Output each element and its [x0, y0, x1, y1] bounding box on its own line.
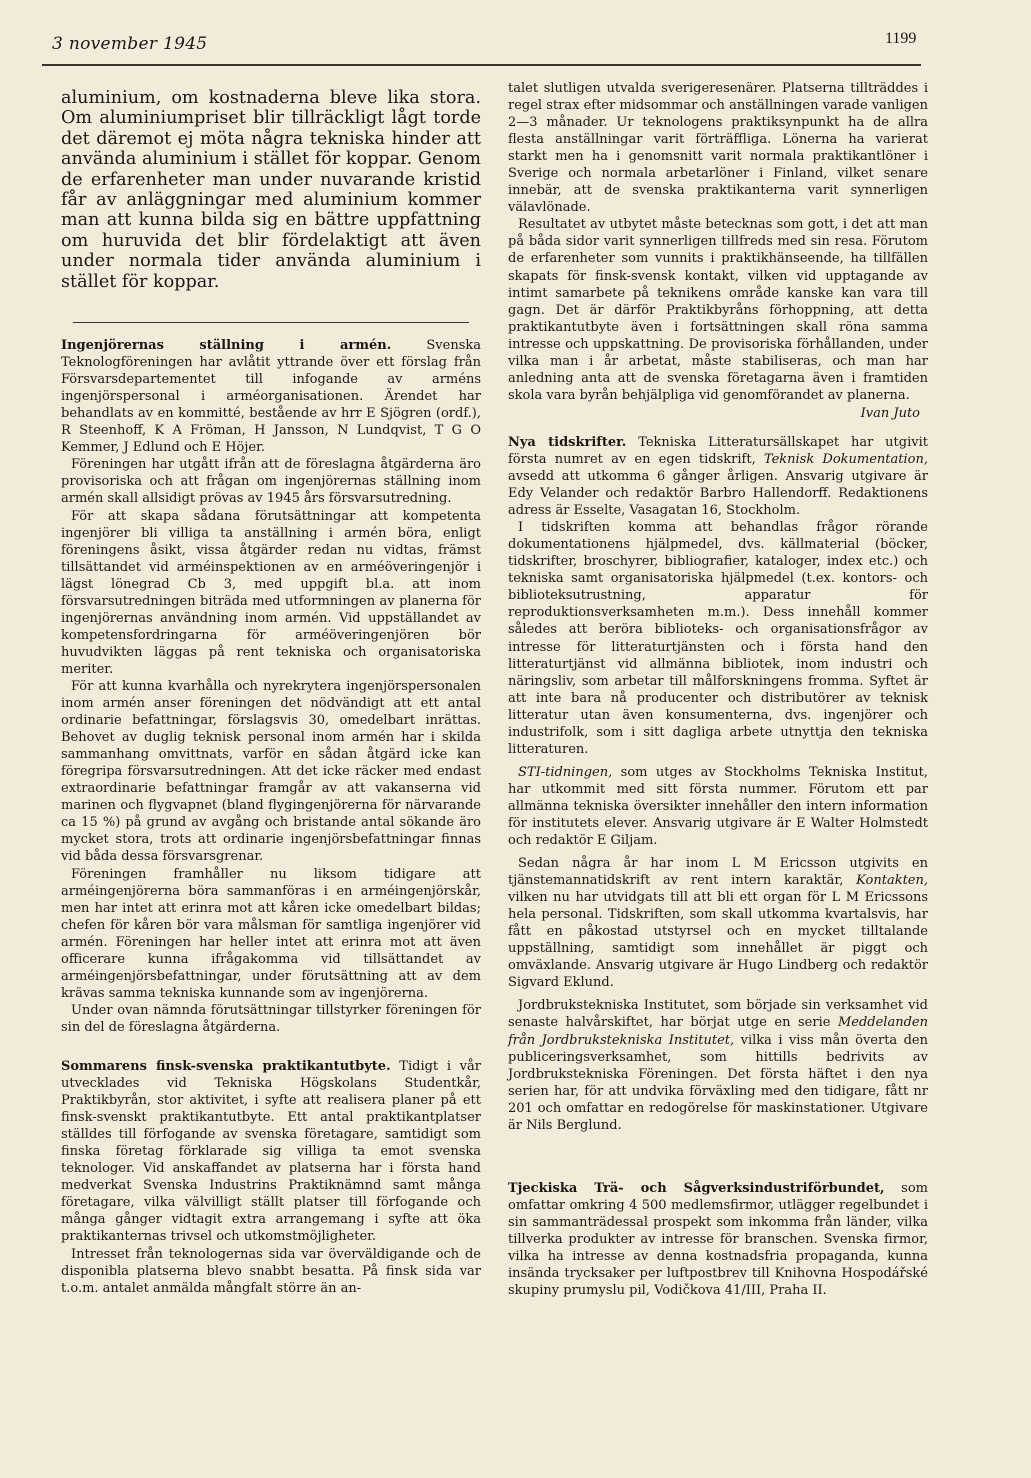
exchange-paragraph-2: Intresset från teknologernas sida var överväldigande och de disponibla platserna blevo snabbt besatta. På finsk sida var t.o.m. antalet anmälda mångfalt större än an- — [61, 1246, 481, 1296]
journal-title-meddelanden: Meddelanden från Jordbrukstekniska Institutet, — [508, 1015, 928, 1048]
army-engineers-heading: Ingenjörernas ställning i armén. — [61, 338, 392, 354]
army-paragraph-3: För att skapa sådana förutsättningar att kompetenta ingenjörer bli villiga ta anställning i armén böra, enligt föreningens åsikt, vissa åtgärder redan nu vidtas, främst tillsättandet vid arméinspektionen av en arméöveringenjör i lägst lönegrad Cb 3, med uppgift bl.a. att inom försvarsutredningen biträda med utformningen av planerna för ingenjörernas användning inom armén. Vid uppställandet av kompetensfordringarna för arméöveringenjören bör huvudvikten läggas på rent tekniska och organisatoriska meriter. — [61, 508, 481, 677]
issue-date: 3 november 1945 — [52, 34, 208, 54]
journals-paragraph-5b: vilka i viss mån överta den publiceringsverksamhet, som hittills bedrivits av Jordbrukstekniska Föreningen. Det första häftet i den nya serien har, för att undvika förväxling med den tidigare, fått nr 201 och omfattar en redogörelse för maskinstationer. Utgivare är Nils Berglund. — [508, 1032, 928, 1133]
army-paragraph-1: Svenska Teknologföreningen har avlåtit yttrande över ett förslag från Försvarsdepartementet till infogande av arméns ingenjörspersonal i arméorganisationen. Ärendet har behandlats av en kommitté, bestående av hrr E Sjögren (ordf.), R Steenhoff, K A Fröman, H Jansson, N Lundqvist, T G O Kemmer, J Edlund och E Höjer. — [61, 338, 481, 456]
exchange-paragraph-1: Tidigt i vår utvecklades vid Tekniska Högskolans Studentkår, Praktikbyrån, stor aktivitet, i syfte att realisera planer på ett finsk-svenskt praktikantutbyte. Ett antal praktikantplatser ställdes till förfogande av svenska företagare, samtidigt som finska företag förklarade sig villiga ta emot svenska teknologer. Vid anskaffandet av platserna har i första hand medverkat Svenska Industrins Praktiknämnd samt många företagare, vilka välvilligt ställt platser till förfogande och många gånger vidtagit extra arrangemang i syfte att öka praktikanternas trivsel och utkomstmöjligheter. — [61, 1058, 481, 1245]
author-signature: Ivan Juto — [860, 405, 920, 421]
right-column — [508, 80, 928, 1299]
page-number: 1199 — [885, 30, 917, 47]
journals-paragraph-4a: Sedan några år har inom L M Ericsson utgivits en tjänstemannatidskrift av rent intern karaktär, — [508, 856, 928, 889]
journals-paragraph-3: som utges av Stockholms Tekniska Institut, har utkommit med sitt första nummer. Förutom ett par allmänna tekniska översikter innehåller den intern information för institutets elever. Ansvarig utgivare är E Walter Holmstedt och redaktör E Giljam. — [508, 764, 928, 849]
journal-title-sti: STI-tidningen, — [518, 764, 613, 780]
new-journals-heading: Nya tidskrifter. — [508, 434, 627, 450]
exchange-paragraph-3: talet slutligen utvalda sverigeresenärer. Platserna tillträddes i regel strax efter midsommar och anställningen varade vanligen 2—3 månader. Ur teknologens praktiksynpunkt ha de allra flesta anställningar varit förträffliga. Lönerna ha varierat starkt men ha i genomsnitt varit normala praktikantlöner i Sverige och normala arbetarlöner i Finland, vilket senare innebär, att de svenska praktikanterna varit synnerligen välavlönade. — [508, 81, 928, 216]
running-header — [42, 30, 921, 66]
aluminium-article-ending: aluminium, om kostnaderna bleve lika stora. Om aluminiumpriset blir tillräckligt lågt torde det däremot ej möta några tekniska hinder att använda aluminium i stället för koppar. Genom de erfarenheter man under nuvarande kristid får av anläggningar med aluminium kommer man att kunna bilda sig en bättre uppfattning om huruvida det blir fördelaktigt att även under normala tider använda aluminium i stället för koppar. — [61, 88, 481, 292]
journal-title-teknisk-dokumentation: Teknisk Dokumentation, — [763, 451, 928, 467]
exchange-paragraph-4: Resultatet av utbytet måste betecknas som gott, i det att man på båda sidor varit synnerligen tillfreds med sin resa. Förutom de erfarenheter som vunnits i praktikhänseende, ha tillfällen skapats för finsk-svensk kontakt, vilken vid upptagande av intimt samarbete på teknikens område kanske kan vara till gagn. Det är därför Praktikbyråns förhoppning, att detta praktikantutbyte även i fortsättningen skall röna samma intresse och uppskattning. De provisoriska förhållanden, under vilka man i år arbetat, måste stabiliseras, och man har anledning anta att de svenska företagarna även i framtiden skola vara byrån behjälpliga vid genomförandet av planerna. — [508, 217, 928, 403]
journals-paragraph-5a: Jordbrukstekniska Institutet, som började sin verksamhet vid senaste halvårskiftet, har börjat utge en serie — [508, 998, 928, 1031]
army-paragraph-5: Föreningen framhåller nu liksom tidigare att arméingenjörerna böra sammanföras i en arméingenjörskår, men har intet att erinra mot att kåren icke omedelbart bildas; chefen för kåren bör vara målsman för samtliga ingenjörer vid armén. Föreningen har heller intet att erinra mot att även officerare kunna ifrågakomma vid tillsättandet av arméingenjörsbefattningar, under förutsättning att av dem krävas samma tekniska kunnande som av ingenjörerna. — [61, 866, 481, 1001]
army-paragraph-2: Föreningen har utgått ifrån att de föreslagna åtgärderna äro provisoriska och att frågan om ingenjörernas ställning inom armén skall allsidigt prövas av 1945 års försvarsutredning. — [61, 457, 481, 507]
army-paragraph-6: Under ovan nämnda förutsättningar tillstyrker föreningen för sin del de föreslagna åtgärderna. — [61, 1002, 481, 1035]
new-journals-article — [508, 434, 928, 1134]
exchange-heading: Sommarens finsk-svenska praktikantutbyte. — [61, 1058, 391, 1074]
section-divider — [73, 322, 469, 323]
czech-union-heading: Tjeckiska Trä- och Sågverksindustriförbundet, — [508, 1180, 885, 1196]
journals-paragraph-1a: Tekniska Litteratursällskapet har utgivit första numret av en egen tidskrift, — [508, 434, 928, 467]
exchange-article-continued — [508, 80, 928, 422]
czech-union-paragraph: som omfattar omkring 4 500 medlemsfirmor, utlägger regelbundet i sin sammanträdessal prospekt som inkomma från länder, vilka tillverka produkter av intresse för branschen. Svenska firmor, vilka ha intresse av denna kostnadsfria propaganda, kunna insända trycksaker per luftpostbrev till Knihovna Hospodářské skupiny prumyslu pil, Vodičkova 41/III, Praha II. — [508, 1180, 928, 1299]
exchange-article — [61, 1058, 481, 1297]
left-column — [61, 80, 481, 1297]
journals-paragraph-2: I tidskriften komma att behandlas frågor rörande dokumentationens hjälpmedel, dvs. källmaterial (böcker, tidskrifter, broschyrer, bibliografier, kataloger, index etc.) och tekniska samt organisatoriska hjälpmedel (t.ex. kontors- och biblioteksutrustning, apparatur för reproduktionsverksamheten m.m.). Dess innehåll kommer således att beröra biblioteks- och organisationsfrågor av intresse för litteraturtjänsten och i första hand den litteraturtjänst vid allmänna bibliotek, inom industri och näringsliv, som arbetar till målforskningens fromma. Syftet är att inte bara nå producenter och distributörer av teknisk litteratur utan även konsumenterna, dvs. ingenjörer och industrifolk, som i sitt dagliga arbete utnyttja den tekniska litteraturen. — [508, 520, 928, 757]
journals-paragraph-1b: avsedd att utkomma 6 gånger årligen. Ansvarig utgivare är Edy Velander och redaktör Barbro Hallendorff. Redaktionens adress är Esselte, Vasagatan 16, Stockholm. — [508, 469, 928, 519]
journal-title-kontakten: Kontakten, — [856, 873, 928, 889]
army-paragraph-4: För att kunna kvarhålla och nyrekrytera ingenjörspersonalen inom armén anser föreningen det nödvändigt att ett antal ordinarie befattningar, förslagsvis 30, omedelbart inrättas. Behovet av duglig teknisk personal inom armén har i skilda sammanhang omvittnats, varför en sådan åtgärd icke kan föregripa försvarsutredningen. Att det icke räcker med endast extraordinarie befattningar framgår av att vakanserna vid marinen och flygvapnet (bland flygingenjörerna för närvarande ca 15 %) på grund av avgång och bristande antal sökande äro mycket stora, trots att ordinarie ingenjörsbefattningar finnas vid båda dessa försvarsgrenar. — [61, 679, 481, 865]
czech-union-article — [508, 1180, 928, 1299]
journals-paragraph-4b: vilken nu har utvidgats till att bli ett organ för L M Ericssons hela personal. Tidskriften, som skall utkomma kvartalsvis, har fått en påkostad utstyrsel och en mycket tilltalande uppställning, samtidigt som innehållet är piggt och omväxlande. Ansvarig utgivare är Hugo Lindberg och redaktör Sigvard Eklund. — [508, 890, 928, 991]
army-engineers-article — [61, 337, 481, 1036]
